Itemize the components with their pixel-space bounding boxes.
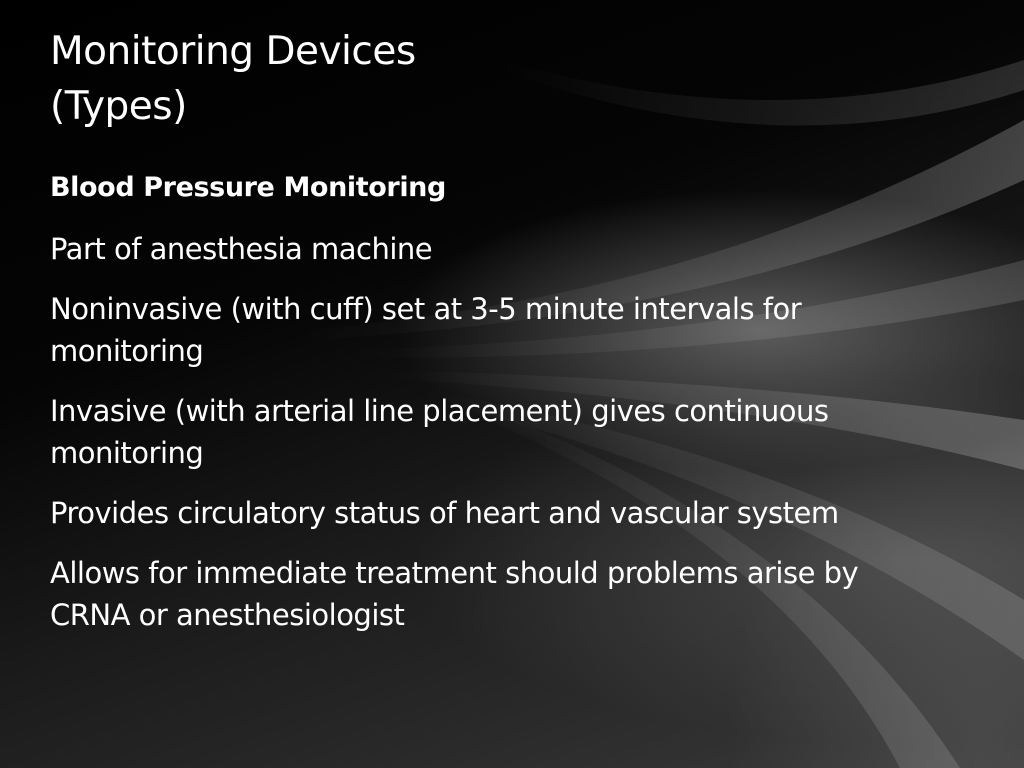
bullet-item: Allows for immediate treatment should problems arise by CRNA or anesthesiologist bbox=[50, 556, 859, 632]
bullet-item: Provides circulatory status of heart and vascular system bbox=[50, 496, 839, 530]
section-heading: Blood Pressure Monitoring bbox=[50, 172, 446, 203]
slide-title bbox=[50, 24, 416, 134]
slide-content bbox=[50, 168, 910, 654]
bullet-item: Invasive (with arterial line placement) gives continuous monitoring bbox=[50, 394, 829, 470]
bullet-item: Part of anesthesia machine bbox=[50, 232, 433, 266]
slide-title-line-1: Monitoring Devices bbox=[50, 29, 416, 74]
slide-title-line-2: (Types) bbox=[50, 84, 187, 129]
bullet-item: Noninvasive (with cuff) set at 3-5 minute intervals for monitoring bbox=[50, 292, 802, 368]
